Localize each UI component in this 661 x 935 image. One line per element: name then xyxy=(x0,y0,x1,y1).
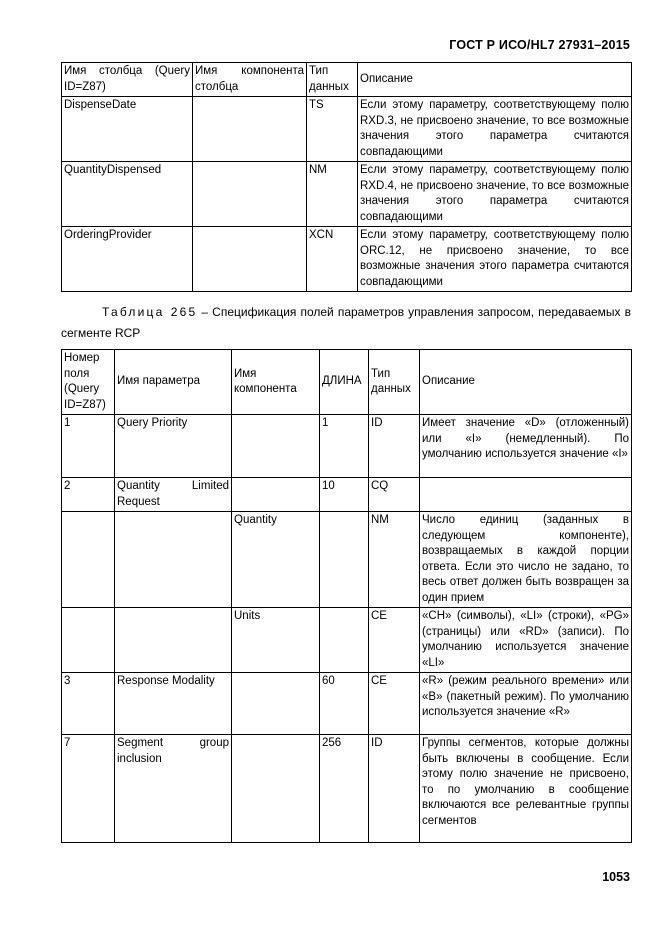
table-cell xyxy=(62,512,115,608)
table-cell: ID xyxy=(369,415,420,478)
table-cell: Имеет значение «D» (отложенный) или «I» (немедленный). По умолчанию используется значение «I» xyxy=(420,415,632,478)
table-row xyxy=(62,478,632,512)
table-cell: Если этому параметру, соответствующему полю RXD.3, не присвоено значение, то все возможные значения этого параметра считаются совпадающими xyxy=(358,97,632,162)
table-cell: QuantityDispensed xyxy=(62,162,193,227)
table-cell: OrderingProvider xyxy=(62,227,193,292)
header-cell: ДЛИНА xyxy=(320,350,369,415)
table-cell: ID xyxy=(369,735,420,843)
table-cell xyxy=(193,227,307,292)
table-cell xyxy=(62,608,115,673)
table-cell: CQ xyxy=(369,478,420,512)
header-cell: Описание xyxy=(420,350,632,415)
table-row xyxy=(62,735,632,843)
table-row xyxy=(62,415,632,478)
table-cell: 60 xyxy=(320,673,369,735)
header-cell: Имя столбца (Query ID=Z87) xyxy=(62,63,193,97)
table-cell: DispenseDate xyxy=(62,97,193,162)
table-cell: «CH» (символы), «LI» (строки), «PG» (страницы) или «RD» (записи). По умолчанию используется значение «LI» xyxy=(420,608,632,673)
table-cell: 10 xyxy=(320,478,369,512)
document-header-title: ГОСТ Р ИСО/HL7 27931–2015 xyxy=(449,38,630,52)
table-row xyxy=(62,97,632,162)
table-cell: Число единиц (заданных в следующем компоненте), возвращаемых в каждой порции ответа. Если это число не задано, то весь ответ должен быть возвращен за один прием xyxy=(420,512,632,608)
header-cell: Имя компонента столбца xyxy=(193,63,307,97)
table-cell xyxy=(320,608,369,673)
table-cell: 1 xyxy=(320,415,369,478)
table-cell: 1 xyxy=(62,415,115,478)
table-cell xyxy=(232,735,320,843)
table-cell xyxy=(115,608,232,673)
table-cell xyxy=(193,97,307,162)
table-cell xyxy=(232,478,320,512)
table-cell: Quantity Limited Request xyxy=(115,478,232,512)
table-cell xyxy=(232,673,320,735)
table-cell: NM xyxy=(369,512,420,608)
header-cell: Описание xyxy=(358,63,632,97)
table-row xyxy=(62,227,632,292)
table-caption-label: Таблица 265 xyxy=(102,305,198,319)
rcp-parameter-table xyxy=(61,349,632,843)
table-cell: 256 xyxy=(320,735,369,843)
table-cell: Группы сегментов, которые должны быть включены в сообщение. Если этому полю значение не присвоено, то по умолчанию в сообщение включаются все релевантные группы сегментов xyxy=(420,735,632,843)
header-cell: Номер поля (Query ID=Z87) xyxy=(62,350,115,415)
header-cell: Тип данных xyxy=(369,350,420,415)
table-cell: 3 xyxy=(62,673,115,735)
table-cell xyxy=(193,162,307,227)
table-cell: Если этому параметру, соответствующему полю ORC.12, не присвоено значение, то все возможные значения этого параметра считаются совпадающими xyxy=(358,227,632,292)
table-cell: CE xyxy=(369,608,420,673)
header-cell: Имя компонента xyxy=(232,350,320,415)
table-cell xyxy=(232,415,320,478)
table-header-row xyxy=(62,63,632,97)
table-cell: Units xyxy=(232,608,320,673)
table-row xyxy=(62,608,632,673)
column-spec-table xyxy=(61,62,632,292)
table-cell: Если этому параметру, соответствующему полю RXD.4, не присвоено значение, то все возможные значения этого параметра считаются совпадающими xyxy=(358,162,632,227)
header-cell: Тип данных xyxy=(307,63,358,97)
table-cell: Quantity xyxy=(232,512,320,608)
table-cell xyxy=(420,478,632,512)
table-cell: 7 xyxy=(62,735,115,843)
table-row xyxy=(62,162,632,227)
table-cell xyxy=(115,512,232,608)
table-caption xyxy=(61,302,631,344)
table-row xyxy=(62,512,632,608)
table-caption-text: – Спецификация полей параметров управления запросом, передаваемых в сегменте RCP xyxy=(61,305,631,340)
table-cell: Segment group inclusion xyxy=(115,735,232,843)
table-cell: NM xyxy=(307,162,358,227)
table-cell: CE xyxy=(369,673,420,735)
page-number: 1053 xyxy=(602,870,630,884)
table-cell: «R» (режим реального времени» или «B» (пакетный режим). По умолчанию используется значение «R» xyxy=(420,673,632,735)
table-cell: Query Priority xyxy=(115,415,232,478)
table-cell: TS xyxy=(307,97,358,162)
table-cell xyxy=(320,512,369,608)
table-row xyxy=(62,673,632,735)
table-header-row xyxy=(62,350,632,415)
table-cell: 2 xyxy=(62,478,115,512)
table-cell: XCN xyxy=(307,227,358,292)
table-cell: Response Modality xyxy=(115,673,232,735)
header-cell: Имя параметра xyxy=(115,350,232,415)
